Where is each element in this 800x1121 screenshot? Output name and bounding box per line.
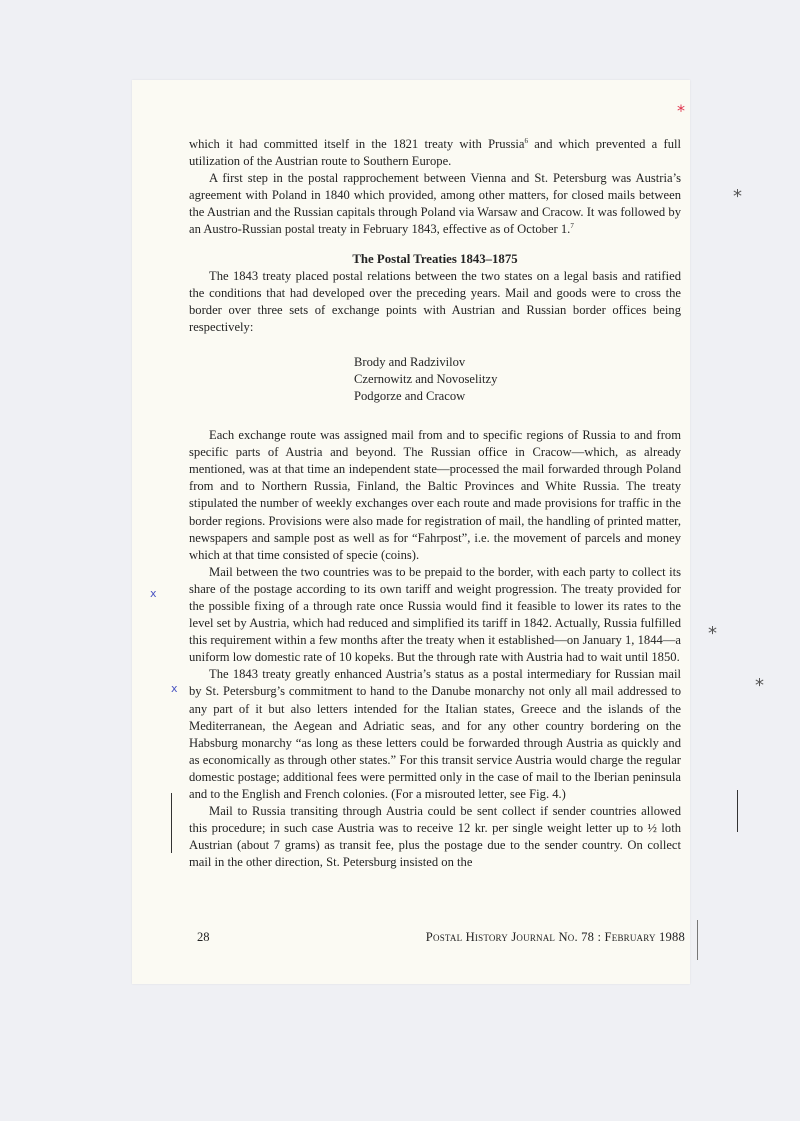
footnote-ref: 6 [524,136,528,145]
exchange-point: Czernowitz and Novoselitzy [354,372,498,387]
exchange-points-list [354,354,681,405]
asterisk-mark: * [733,186,742,207]
exchange-point: Podgorze and Cracow [354,389,466,404]
journal-reference: Postal History Journal No. 78 : February 1988 [425,930,685,944]
margin-line-mark [171,793,172,853]
red-asterisk-mark: * [677,101,685,120]
section-heading: The Postal Treaties 1843–1875 [352,251,518,266]
exchange-point: Brody and Radzivilov [354,355,466,370]
margin-line-mark [737,790,738,832]
blue-x-mark: x [150,587,157,600]
paragraph-intro: The 1843 treaty placed postal relations between the two states on a legal basis and ratified the conditions that had developed over the preceding years. Mail and goods were to cross the border over three sets of exchange points with Austrian and Russian border offices being respectively: [189,268,681,334]
footnote-ref: 7 [570,222,574,231]
paragraph-first-step: A first step in the postal rapprochement between Vienna and St. Petersburg was Austria’s agreement with Poland in 1840 which provided, among other matters, for closed mails between the Austrian and the Russian capitals through Poland via Warsaw and Cracow. It was followed by an Austro-Russian postal treaty in February 1843, effective as of October 1.$^7$ [189,171,681,237]
asterisk-mark: * [708,623,717,644]
paragraph-collect-mail: Mail to Russia transiting through Austria could be sent collect if sender countries allowed this procedure; in such case Austria was to receive 12 kr. per single weight letter up to ½ loth Austrian (about 7 grams) as transit fee, plus the postage due to the sender country. On collect mail in the other direction, St. Petersburg insisted on the [189,804,681,870]
page-number: 28 [197,930,210,944]
paragraph-intermediary: The 1843 treaty greatly enhanced Austria’s status as a postal intermediary for Russian mail by St. Petersburg’s commitment to hand to the Danube monarchy not only all mail addressed to any part of it but also letters intended for the Italian states, Greece and the islands of the Mediterranean, the Aegean and Adriatic seas, and for any other country bordering on the Habsburg monarchy “as long as these letters could be forwarded through Austria as quickly and as economically as through other states.” For this transit service Austria would charge the regular domestic postage; additional fees were permitted only in the case of mail to the Iberian peninsula and to the English and French colonies. (For a misrouted letter, see Fig. 4.) [189,667,681,801]
asterisk-mark: * [755,675,764,696]
blue-x-mark: x [171,682,178,695]
paragraph-prepaid-mail: Mail between the two countries was to be prepaid to the border, with each party to collect its share of the postage according to its own tariff and weight progression. The treaty provided for the possible fixing of a through rate once Russia would find it feasible to lower its rates to the level set by Austria, which had reduced and simplified its tariff in 1842. Actually, Russia fulfilled this requirement within a few months after the treaty when it established—on January 1, 1844—a uniform low domestic rate of 10 kopeks. But the through rate with Austria had to wait until 1850. [189,564,681,665]
margin-line-mark [697,920,698,960]
paragraph-exchange-routes: Each exchange route was assigned mail from and to specific regions of Russia to and from specific parts of Austria and beyond. The Russian office in Cracow—which, as already mentioned, was at that time an independent state—processed the mail forwarded through Poland from and to Northern Russia, Finland, the Baltic Provinces and White Russia. The treaty stipulated the number of weekly exchanges over each route and made provisions for traffic in the border regions. Provisions were also made for registration of mail, the handling of printed matter, newspapers and sample post as well as for “Fahrpost”, i.e. the movement of parcels and money which at that time consisted of specie (coins). [189,428,681,562]
paragraph-continued: which it had committed itself in the 1821 treaty with Prussia$^6$ and which prevented a full utilization of the Austrian route to Southern Europe. [189,136,681,169]
article-body [189,136,681,871]
